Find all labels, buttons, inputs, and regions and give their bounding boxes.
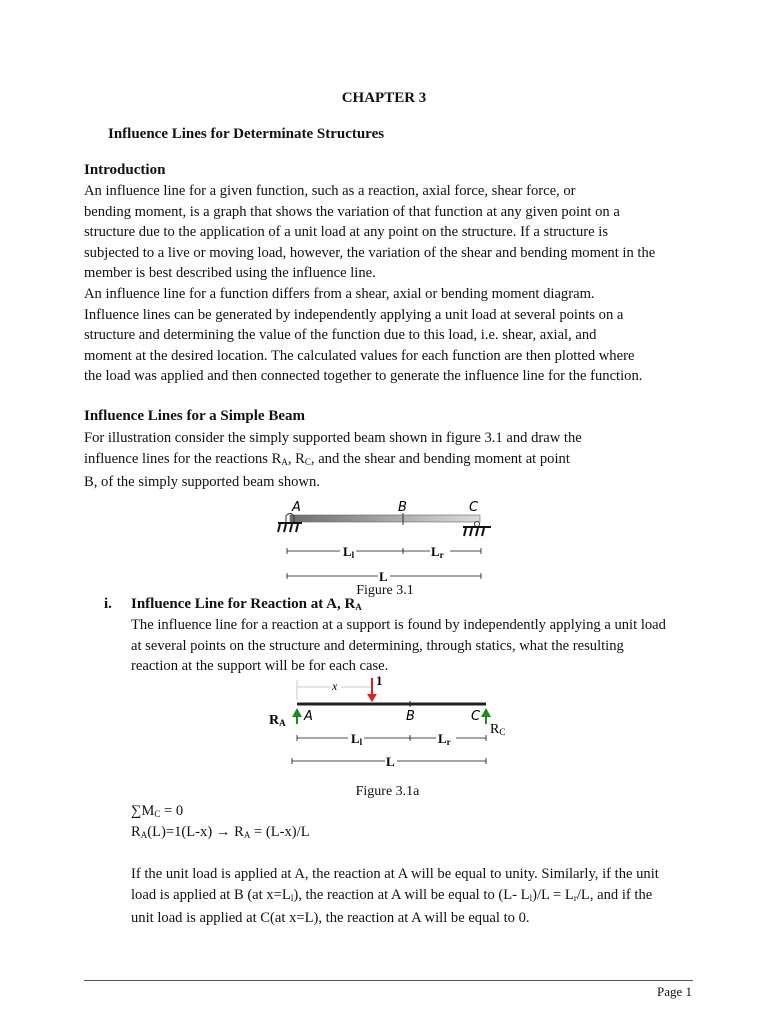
load-label: 1 [376, 673, 383, 688]
text-fragment: R [230, 824, 244, 840]
text-fragment: R [131, 824, 141, 840]
x-label: x [332, 679, 338, 693]
text-line: Influence lines can be generated by independently applying a unit load at several points on a [84, 306, 624, 323]
figure-3-1a-diagram [264, 672, 514, 772]
text-fragment: = (L-x)/L [250, 824, 310, 840]
text-line: at several points on the structure and determining, through statics, what the resulting [131, 637, 624, 654]
subscript: A [281, 456, 288, 467]
text-fragment: Influence Line for Reaction at A, R [131, 596, 356, 612]
text-line: An influence line for a function differs from a shear, axial or bending moment diagram. [84, 286, 595, 302]
subscript: A [243, 830, 251, 840]
dimension-l1 [297, 731, 410, 747]
text-fragment: ∑M [131, 803, 155, 819]
text-fragment: , R [287, 450, 305, 467]
svg-text:Ll [343, 544, 355, 560]
text-line: subjected to a live or moving load, however, the variation of the shear and bending moment in the [84, 244, 656, 261]
label-b: B [398, 500, 407, 515]
text-line: B, of the simply supported beam shown. [84, 474, 320, 491]
label-c: C [471, 709, 481, 724]
intro-heading: Introduction [84, 162, 166, 178]
equation-sum-moment [131, 803, 183, 820]
beam [290, 515, 480, 522]
roller-support-c [463, 522, 491, 537]
text-line: For illustration consider the simply supported beam shown in figure 3.1 and draw the [84, 430, 582, 446]
dimension-lr [410, 731, 486, 747]
section-i-numeral: i. [104, 596, 112, 612]
text-line: moment at the desired location. The calculated values for each function are then plotted where [84, 347, 635, 364]
label-a: A [292, 500, 301, 515]
rc-label: R [490, 722, 500, 737]
section-i-heading [131, 596, 362, 613]
text-line: structure due to the application of a unit load at any point on the structure. If a structure is [84, 224, 608, 241]
reaction-arrow-a [292, 708, 302, 724]
text-line: If the unit load is applied at A, the reaction at A will be equal to unity. Similarly, if the unit [131, 866, 659, 882]
unit-load-arrow [367, 673, 383, 702]
subscript: C [499, 727, 506, 737]
dimension-l [292, 754, 486, 769]
dimension-l [287, 569, 481, 584]
figure-3-1-caption: Figure 3.1 [356, 583, 414, 598]
dim-label-lr: L [431, 544, 440, 559]
intro-paragraph-2 [84, 284, 688, 387]
simple-beam-paragraph [84, 428, 688, 493]
svg-text:Lr [438, 731, 451, 747]
dimension-lr [403, 544, 481, 560]
subscript: r [446, 737, 451, 747]
subscript: C [304, 456, 311, 467]
conclusion-paragraph [131, 864, 689, 929]
text-fragment: , and the shear and bending moment at point [310, 450, 570, 467]
dim-label-l: L [386, 754, 395, 769]
text-line: member is best described using the influence line. [84, 265, 376, 282]
arrow-right-icon: → [215, 824, 231, 840]
text-line: structure and determining the value of the function due to this load, i.e. shear, axial, and [84, 327, 597, 344]
page-number: Page 1 [656, 984, 692, 999]
svg-text:Lr [431, 544, 444, 560]
text-fragment: influence lines for the reactions R [84, 450, 282, 467]
text-line: reaction at the support will be for each case. [131, 658, 389, 675]
text-line: The influence line for a reaction at a support is found by independently applying a unit load [131, 617, 666, 633]
label-c: C [469, 500, 479, 515]
subscript: l [529, 892, 533, 903]
subscript: A [355, 602, 362, 612]
text-fragment: load is applied at B (at x=L [131, 886, 291, 903]
dim-label-l: L [379, 569, 388, 584]
text-line: An influence line for a given function, such as a reaction, axial force, shear force, or [84, 183, 576, 199]
section-i-paragraph [131, 615, 689, 677]
subscript: l [351, 550, 355, 560]
figure-3-1a-caption: Figure 3.1a [355, 784, 420, 799]
dimension-l1 [287, 544, 403, 560]
dim-label-l1: L [351, 731, 360, 746]
label-b: B [406, 709, 415, 724]
simple-beam-heading: Influence Lines for a Simple Beam [84, 408, 305, 424]
text-line: bending moment, is a graph that shows the variation of that function at any given point on a [84, 203, 620, 220]
text-fragment: = 0 [160, 803, 184, 819]
chapter-title: CHAPTER 3 [341, 90, 427, 106]
svg-text:RA [269, 713, 286, 728]
text-fragment: /L, and if the [576, 886, 653, 903]
x-dimension [297, 679, 371, 700]
subscript: l [290, 892, 294, 903]
svg-text:RC [490, 722, 505, 737]
text-line: unit load is applied at C(at x=L), the reaction at A will be equal to 0. [131, 910, 530, 927]
dim-label-l1: L [343, 544, 352, 559]
figure-3-1-diagram [270, 496, 500, 588]
subscript: r [439, 550, 444, 560]
text-line: the load was applied and then connected together to generate the influence line for the function. [84, 368, 643, 385]
subscript: C [154, 809, 161, 819]
text-line [84, 449, 688, 473]
text-fragment: (L)=1(L-x) [147, 824, 213, 840]
chapter-subtitle: Influence Lines for Determinate Structures [108, 126, 385, 142]
text-fragment: )/L = L [532, 886, 574, 903]
footer-divider [84, 980, 693, 981]
subscript: A [140, 830, 148, 840]
equation-reaction-a [131, 824, 310, 841]
subscript: r [573, 892, 577, 903]
intro-paragraph-1 [84, 181, 688, 284]
text-line [131, 885, 689, 909]
svg-text:Ll [351, 731, 363, 747]
dim-label-lr: L [438, 731, 447, 746]
subscript: l [359, 737, 363, 747]
ra-label: R [269, 713, 280, 728]
subscript: A [279, 718, 286, 728]
label-a: A [304, 709, 313, 724]
text-fragment: ), the reaction at A will be equal to (L- L [293, 886, 530, 903]
